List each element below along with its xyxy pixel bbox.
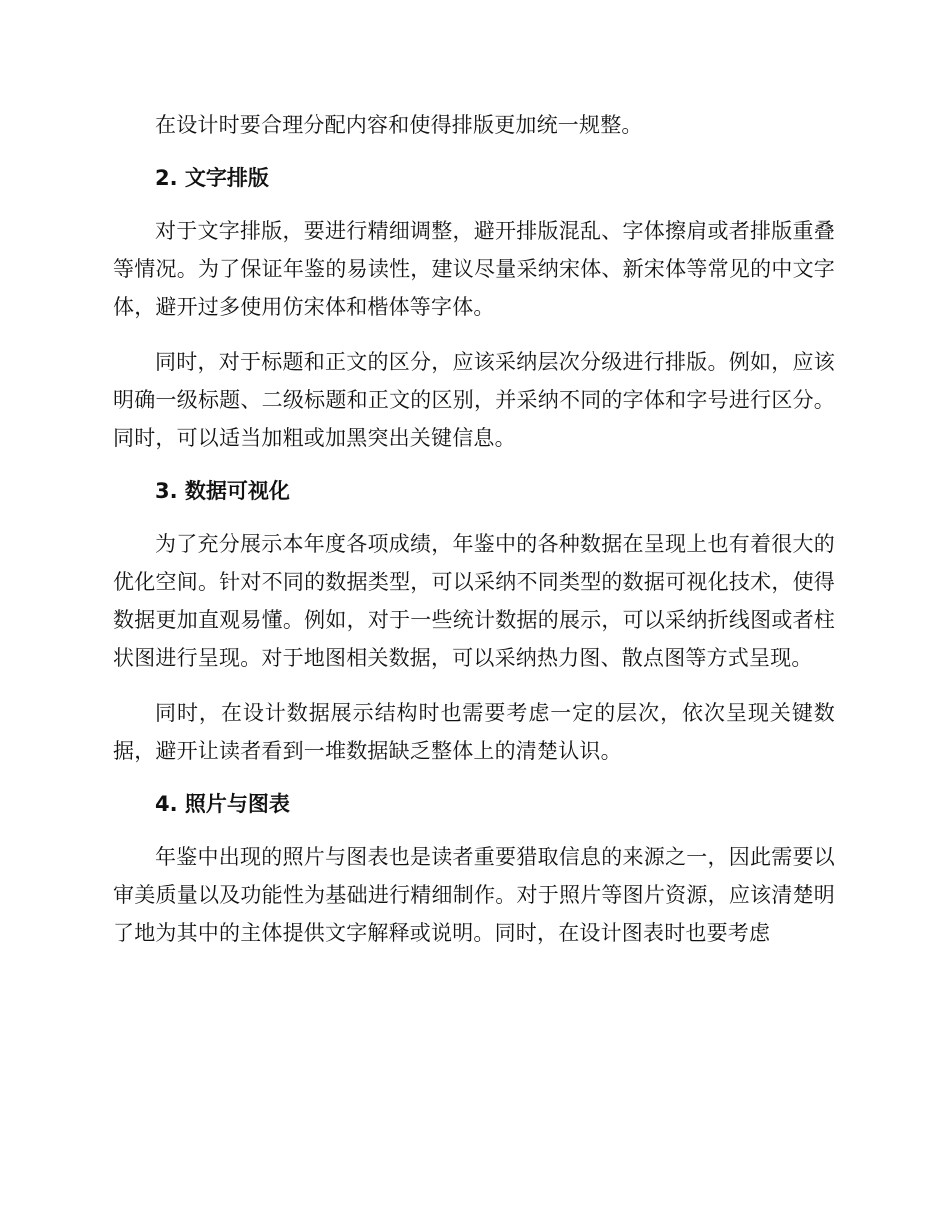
paragraph-text-layout: 对于文字排版，要进行精细调整，避开排版混乱、字体擦肩或者排版重叠等情况。为了保证年鉴的易读性，建议尽量采纳宋体、新宋体等常见的中文字体，避开过多使用仿宋体和楷体等字体。 — [113, 219, 835, 319]
heading-photos-charts: 4. 照片与图表 — [155, 792, 290, 816]
paragraph-data-hierarchy: 同时，在设计数据展示结构时也需要考虑一定的层次，依次呈现关键数据，避开让读者看到一堆数据缺乏整体上的清楚认识。 — [113, 701, 835, 763]
paragraph-title-hierarchy: 同时，对于标题和正文的区分，应该采纳层次分级进行排版。例如，应该明确一级标题、二级标题和正文的区别，并采纳不同的字体和字号进行区分。同时，可以适当加粗或加黑突出关键信息。 — [113, 350, 835, 450]
heading-data-visualization: 3. 数据可视化 — [155, 479, 290, 503]
paragraph-layout-intro: 在设计时要合理分配内容和使得排版更加统一规整。 — [155, 113, 643, 137]
document-page — [113, 106, 835, 952]
paragraph-photos-charts: 年鉴中出现的照片与图表也是读者重要猎取信息的来源之一，因此需要以审美质量以及功能性为基础进行精细制作。对于照片等图片资源，应该清楚明了地为其中的主体提供文字解释或说明。同时，在设计图表时也要考虑 — [113, 845, 835, 945]
heading-text-layout: 2. 文字排版 — [155, 166, 269, 190]
paragraph-data-visualization: 为了充分展示本年度各项成绩，年鉴中的各种数据在呈现上也有着很大的优化空间。针对不同的数据类型，可以采纳不同类型的数据可视化技术，使得数据更加直观易懂。例如，对于一些统计数据的展示，可以采纳折线图或者柱状图进行呈现。对于地图相关数据，可以采纳热力图、散点图等方式呈现。 — [113, 532, 835, 670]
